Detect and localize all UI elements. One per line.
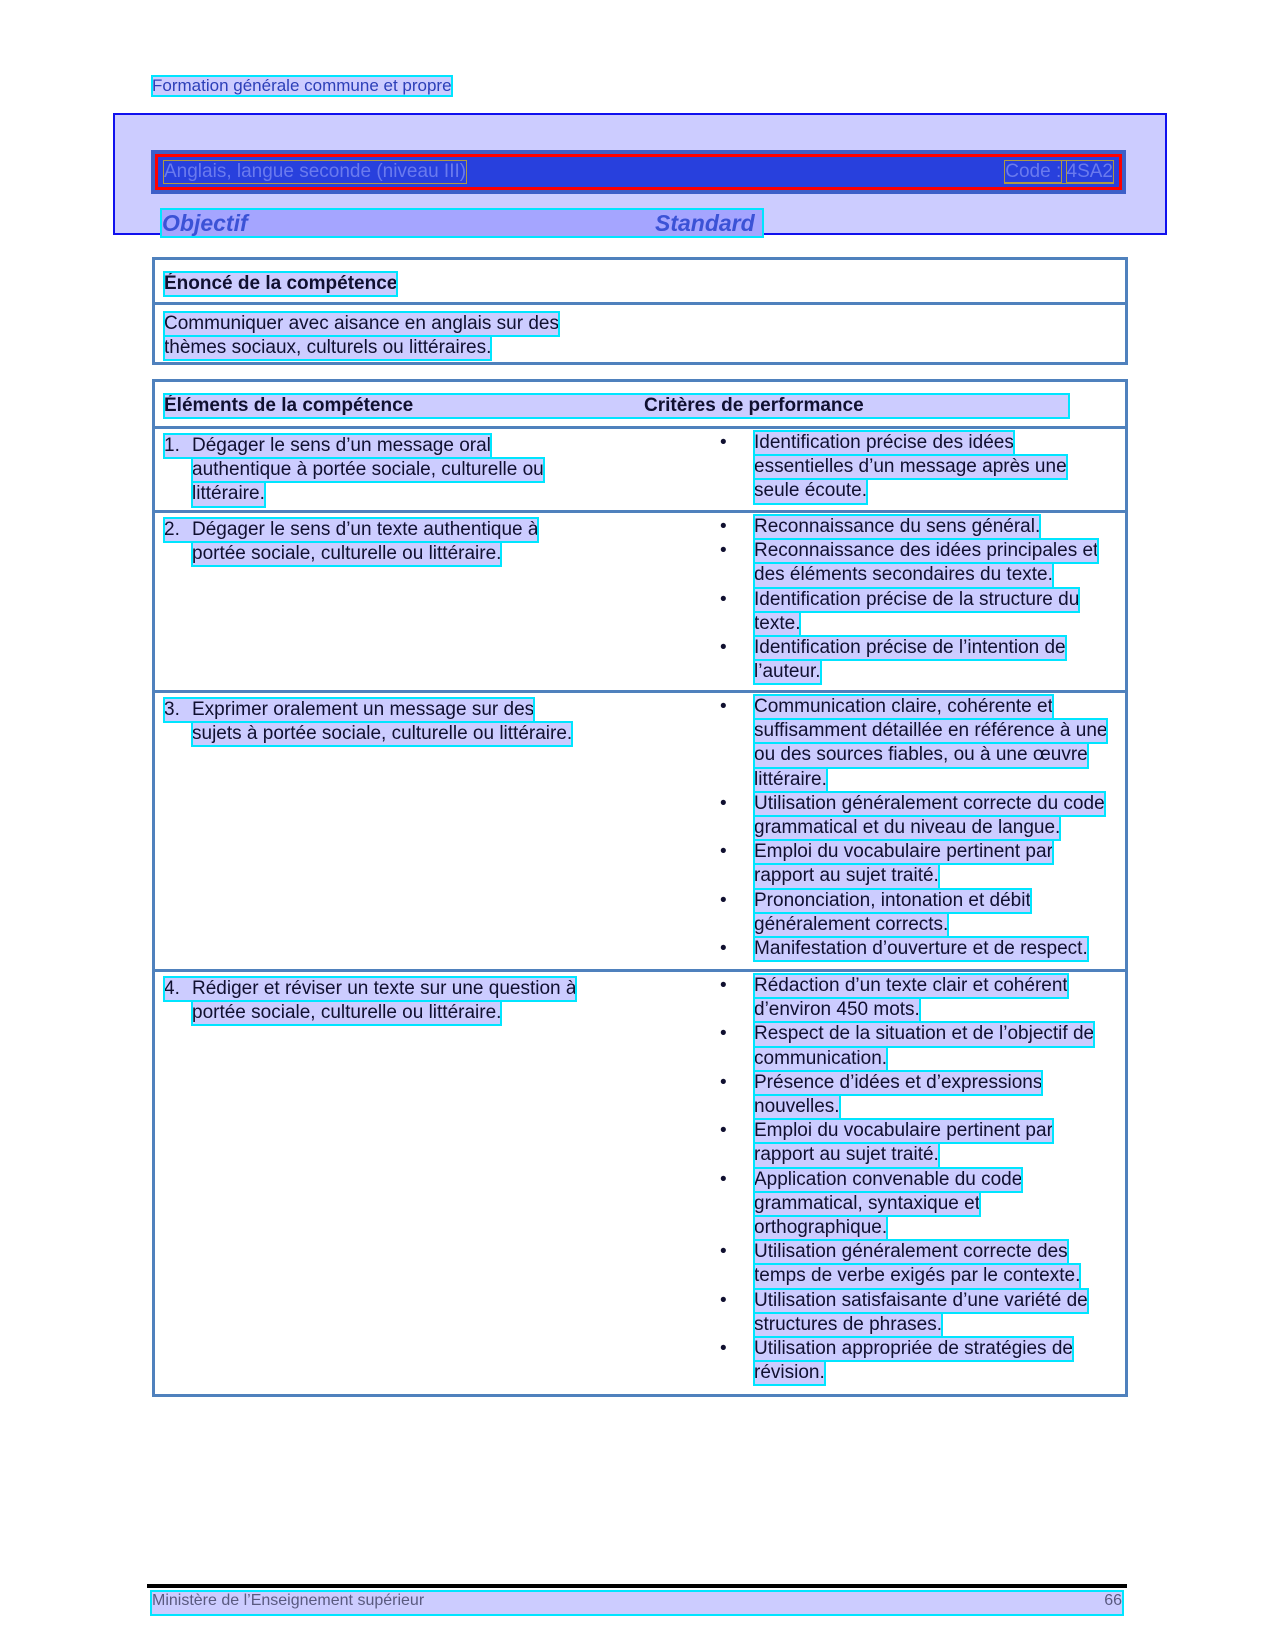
- criterion-item: [720, 889, 1120, 937]
- criterion-text: d’environ 450 mots.: [754, 998, 920, 1022]
- col-heading-criteria: Critères de performance: [644, 395, 864, 416]
- criterion-text: rapport au sujet traité.: [754, 1143, 939, 1167]
- element-text: Exprimer oralement un message sur des: [192, 699, 535, 720]
- col-heading-elements: Éléments de la compétence: [164, 395, 414, 416]
- criterion-text: temps de verbe exigés par le contexte.: [754, 1264, 1080, 1288]
- criterion-text: grammatical et du niveau de langue.: [754, 816, 1060, 840]
- criterion-text: Utilisation satisfaisante d’une variété de: [754, 1289, 1088, 1313]
- criterion-text: Respect de la situation et de l’objectif de: [754, 1022, 1094, 1046]
- bullet-icon: •: [720, 588, 727, 610]
- criterion-text: Utilisation généralement correcte du code: [754, 792, 1105, 816]
- criterion-item: [720, 974, 1120, 1022]
- section-label: Formation générale commune et propre: [152, 76, 452, 95]
- criterion-text: l’auteur.: [754, 660, 821, 684]
- criterion-text: Emploi du vocabulaire pertinent par: [754, 1119, 1053, 1143]
- statement-heading: Énoncé de la compétence: [164, 272, 397, 296]
- criterion-text: Présence d’idées et d’expressions: [754, 1071, 1042, 1095]
- criterion-text: généralement corrects.: [754, 913, 948, 937]
- element-item: [164, 698, 572, 746]
- element-text: Rédiger et réviser un texte sur une question à: [192, 978, 577, 999]
- bullet-icon: •: [720, 540, 727, 562]
- element-item: [164, 518, 538, 566]
- criterion-text: Manifestation d’ouverture et de respect.: [754, 937, 1088, 961]
- bullet-icon: •: [720, 1120, 727, 1142]
- element-number: 4.: [164, 978, 180, 999]
- element-item: [164, 977, 576, 1025]
- row-divider: [155, 510, 1125, 513]
- bullet-icon: •: [720, 1168, 727, 1190]
- objective-standard-row: [162, 210, 762, 236]
- criterion-text: Prononciation, intonation et débit: [754, 889, 1031, 913]
- course-title: Anglais, langue seconde (niveau III): [164, 161, 467, 182]
- footer: [152, 1592, 1122, 1614]
- criterion-text: Identification précise de l’intention de: [754, 636, 1066, 660]
- criterion-item: [720, 1289, 1120, 1337]
- bullet-icon: •: [720, 1071, 727, 1093]
- element-text: sujets à portée sociale, culturelle ou littéraire.: [192, 723, 573, 745]
- criterion-text: Reconnaissance du sens général.: [754, 515, 1040, 539]
- criterion-text: texte.: [754, 612, 800, 636]
- criterion-text: révision.: [754, 1361, 825, 1385]
- table-header: [164, 394, 1069, 418]
- element-number: 2.: [164, 519, 180, 540]
- criterion-item: [720, 636, 1120, 684]
- element-text: littéraire.: [192, 483, 265, 505]
- bullet-icon: •: [720, 696, 727, 717]
- course-code: [1005, 161, 1113, 183]
- criteria-list: [720, 431, 1120, 504]
- statement-line: thèmes sociaux, culturels ou littéraires.: [164, 336, 491, 360]
- bullet-icon: •: [720, 637, 727, 659]
- code-label: Code :: [1005, 161, 1062, 182]
- statement-line: Communiquer avec aisance en anglais sur des: [164, 312, 559, 336]
- row-divider: [155, 969, 1125, 972]
- criterion-item: [720, 937, 1120, 961]
- element-number: 1.: [164, 435, 180, 456]
- row-divider: [155, 690, 1125, 693]
- criterion-text: Utilisation appropriée de stratégies de: [754, 1337, 1073, 1361]
- criteria-list: [720, 515, 1120, 684]
- element-text: portée sociale, culturelle ou littéraire.: [192, 543, 502, 565]
- bullet-icon: •: [720, 792, 727, 814]
- criterion-text: Emploi du vocabulaire pertinent par: [754, 840, 1053, 864]
- row-divider: [155, 426, 1125, 429]
- criterion-item: [720, 1071, 1120, 1119]
- criterion-item: [720, 1022, 1120, 1070]
- criterion-item: [720, 1168, 1120, 1241]
- criterion-item: [720, 840, 1120, 888]
- element-text: portée sociale, culturelle ou littéraire.: [192, 1002, 502, 1024]
- page-number: 66: [1104, 1592, 1122, 1609]
- bullet-icon: •: [720, 432, 727, 453]
- criterion-text: Communication claire, cohérente et: [754, 695, 1053, 719]
- criterion-item: [720, 515, 1120, 539]
- criterion-item: [720, 792, 1120, 840]
- standard-heading: Standard: [655, 210, 755, 236]
- criterion-text: Utilisation généralement correcte des: [754, 1240, 1068, 1264]
- criterion-text: nouvelles.: [754, 1095, 840, 1119]
- criterion-text: suffisamment détaillée en référence à une: [754, 719, 1107, 743]
- criterion-text: communication.: [754, 1047, 887, 1071]
- bullet-icon: •: [720, 516, 727, 537]
- element-item: [164, 434, 544, 507]
- objective-heading: Objectif: [162, 210, 248, 236]
- bullet-icon: •: [720, 938, 727, 960]
- course-title-bar: [151, 150, 1126, 194]
- criterion-text: orthographique.: [754, 1216, 887, 1240]
- footer-rule: [147, 1584, 1127, 1588]
- bullet-icon: •: [720, 1023, 727, 1045]
- criterion-text: ou des sources fiables, ou à une œuvre: [754, 743, 1088, 767]
- criterion-item: [720, 588, 1120, 636]
- criteria-list: [720, 974, 1120, 1385]
- criterion-text: Application convenable du code: [754, 1168, 1022, 1192]
- statement-box: [152, 257, 1128, 365]
- criterion-text: rapport au sujet traité.: [754, 864, 939, 888]
- criterion-text: grammatical, syntaxique et: [754, 1192, 980, 1216]
- criterion-item: [720, 1119, 1120, 1167]
- criterion-item: [720, 539, 1120, 587]
- bullet-icon: •: [720, 889, 727, 911]
- code-value: 4SA2: [1066, 161, 1113, 182]
- elements-table: [152, 379, 1128, 1397]
- criterion-text: structures de phrases.: [754, 1313, 942, 1337]
- bullet-icon: •: [720, 1241, 727, 1263]
- footer-ministry: Ministère de l’Enseignement supérieur: [152, 1592, 425, 1609]
- element-text: Dégager le sens d’un message oral: [192, 435, 491, 456]
- criterion-item: [720, 1240, 1120, 1288]
- criterion-text: Identification précise de la structure du: [754, 588, 1079, 612]
- criterion-text: Reconnaissance des idées principales et: [754, 539, 1098, 563]
- bullet-icon: •: [720, 975, 727, 996]
- criterion-item: [720, 695, 1120, 792]
- criterion-text: Identification précise des idées: [754, 431, 1014, 455]
- element-number: 3.: [164, 699, 180, 720]
- criterion-item: [720, 1337, 1120, 1385]
- element-text: Dégager le sens d’un texte authentique à: [192, 519, 539, 540]
- criteria-list: [720, 695, 1120, 961]
- bullet-icon: •: [720, 1289, 727, 1311]
- criterion-text: des éléments secondaires du texte.: [754, 563, 1053, 587]
- criterion-item: [720, 431, 1120, 504]
- criterion-text: essentielles d’un message après une: [754, 455, 1067, 479]
- bullet-icon: •: [720, 841, 727, 863]
- element-text: authentique à portée sociale, culturelle ou: [192, 459, 544, 481]
- bullet-icon: •: [720, 1338, 727, 1360]
- criterion-text: littéraire.: [754, 768, 827, 792]
- criterion-text: seule écoute.: [754, 479, 867, 503]
- criterion-text: Rédaction d’un texte clair et cohérent: [754, 974, 1068, 998]
